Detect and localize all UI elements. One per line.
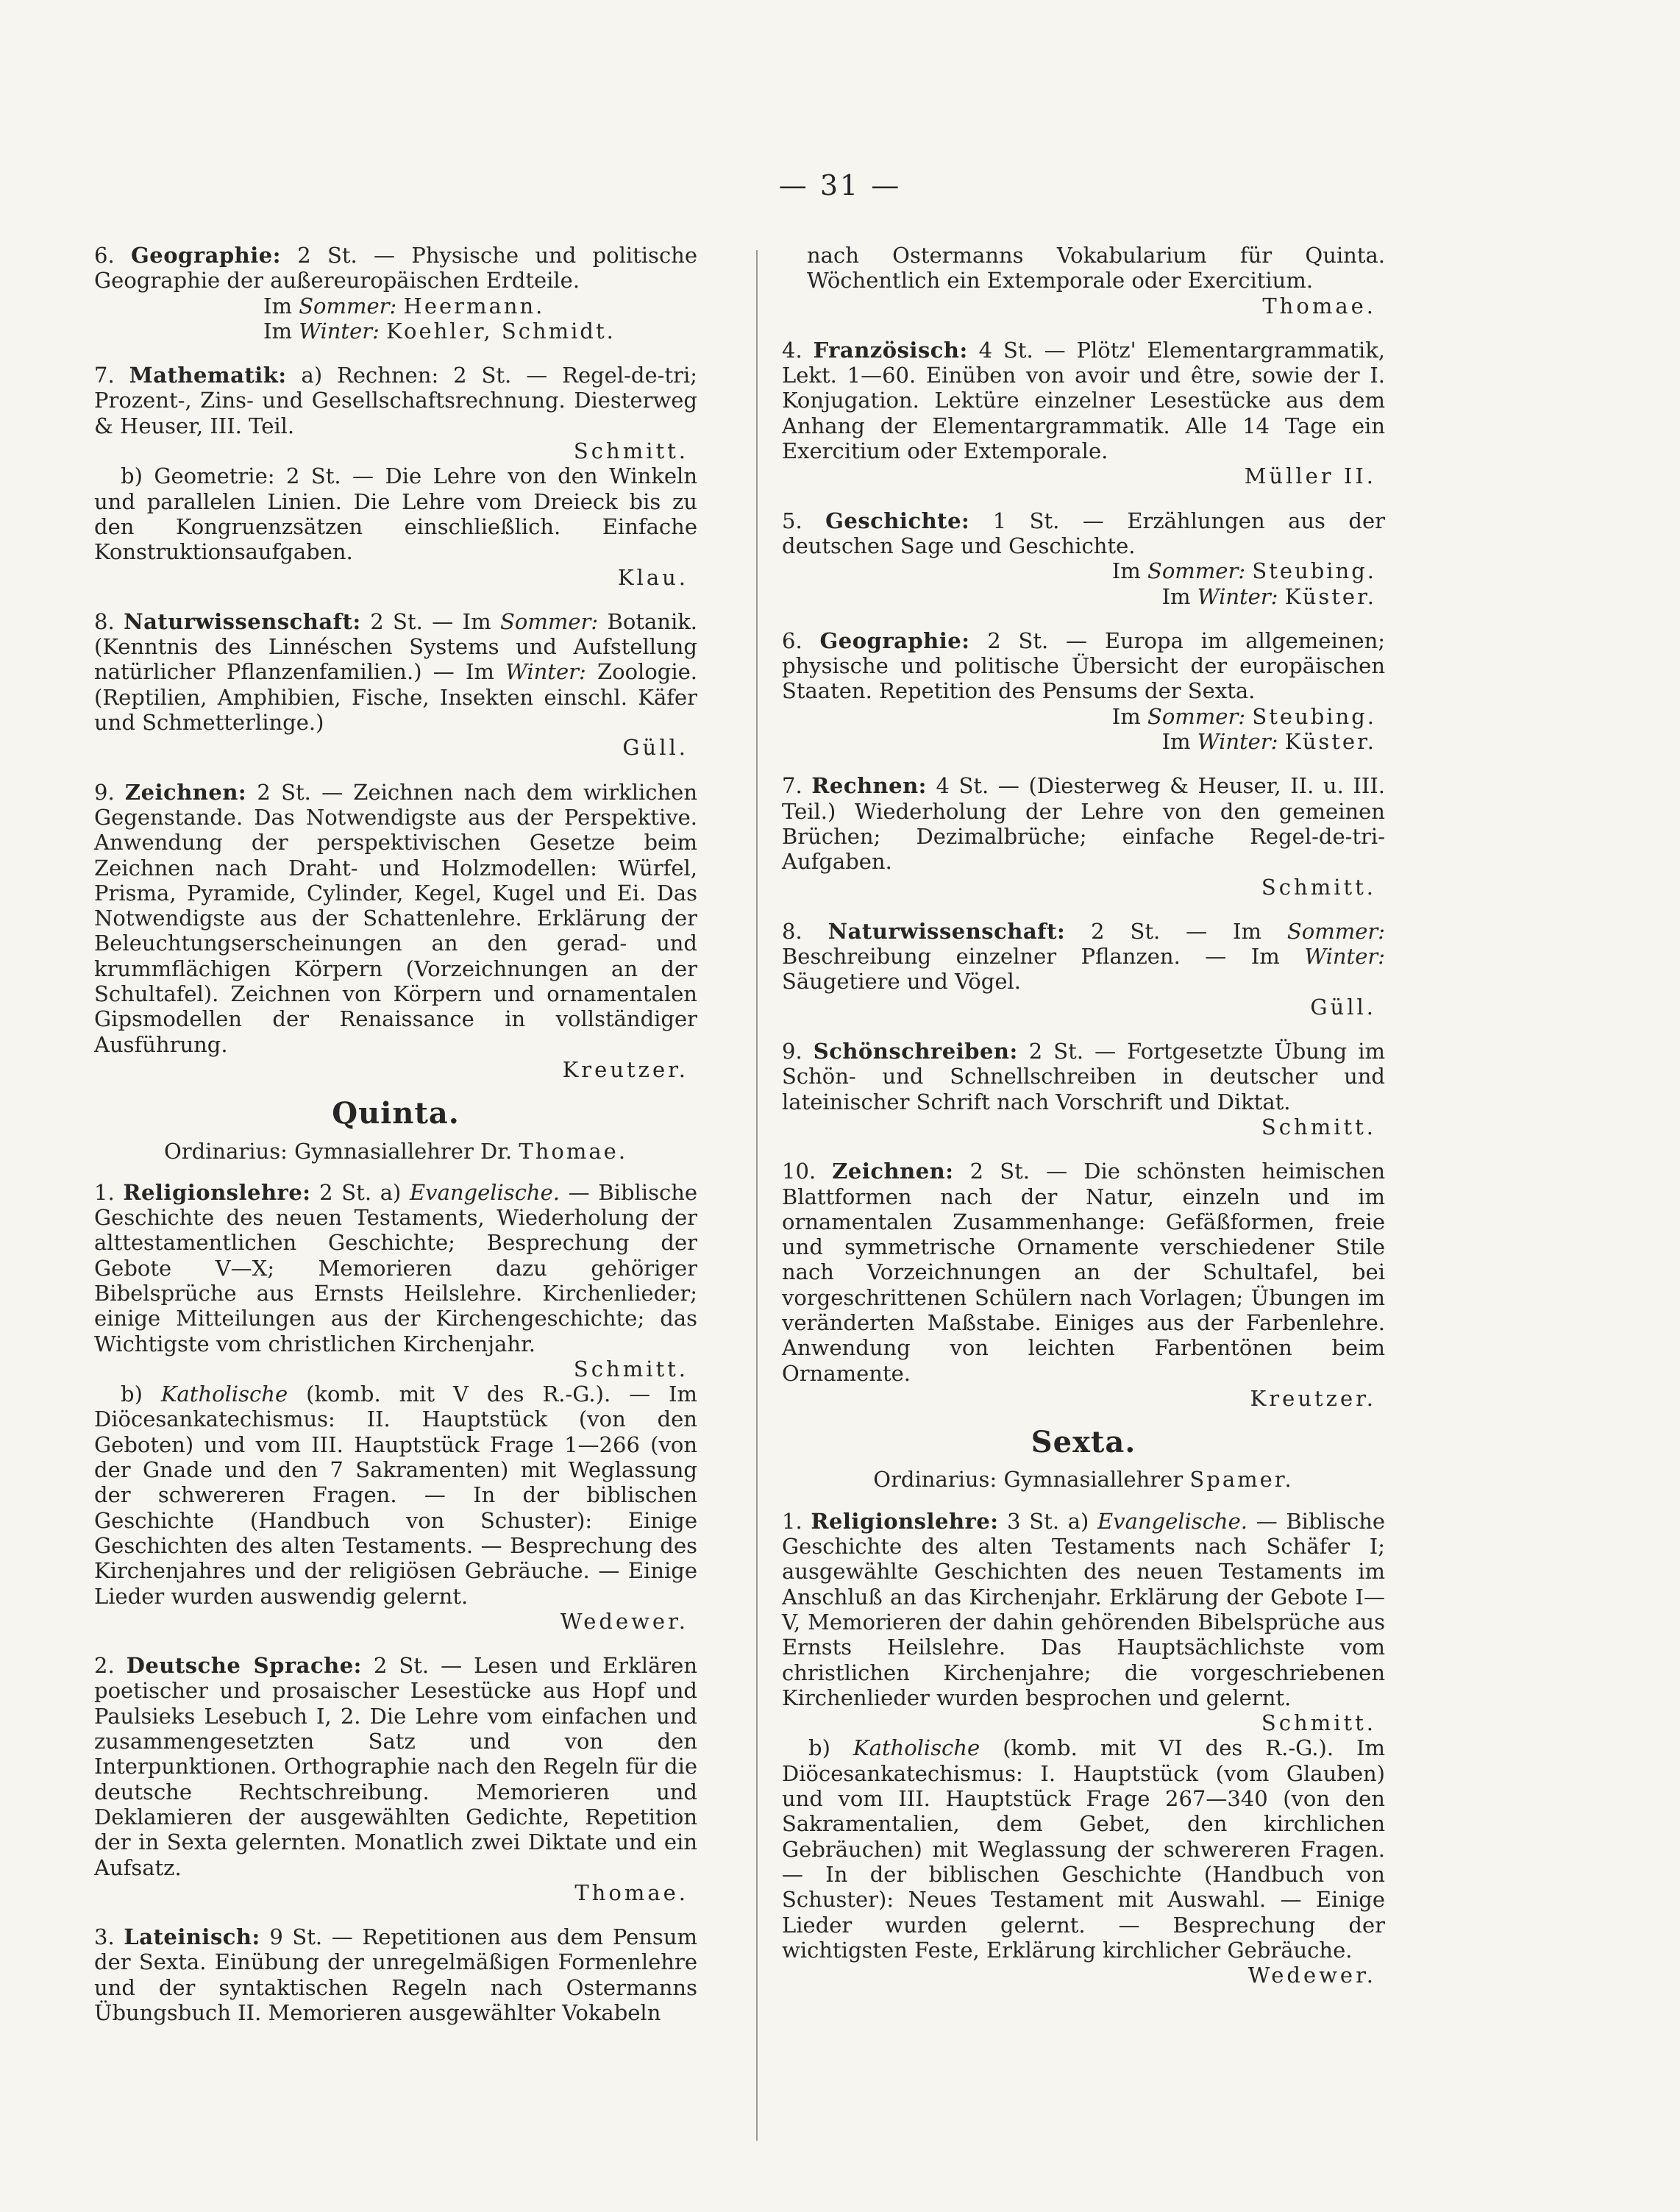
entry-number: 1. [782,1508,802,1534]
page-number: — 31 — [778,169,902,202]
section-title-sexta: Sexta. [1031,1425,1136,1460]
subject-heading: Religionslehre: [811,1508,999,1534]
teacher-signature: Kreutzer. [562,1056,688,1082]
entry-text: a) Rechnen: 2 St. — Regel-de-tri; Prozent-, Zins- und Gesellschaftsrechnung. Diesterweg & Heuser, III. Teil. [94,363,697,438]
subject-heading: Naturwissenschaft: [124,608,361,634]
entry-number: 10. [782,1159,816,1184]
teacher-signature: Güll. [1310,994,1376,1020]
subject-heading: Geographie: [819,627,970,653]
subject-heading: Rechnen: [811,773,927,799]
entry-subtext: b) Katholische (komb. mit VI des R.-G.). Im Diöcesankatechismus: I. Hauptstück (vom Glauben) und vom III. Hauptstück Frage 267—340 (von den Sakramentalien, dem Gebet, den kirchlichen Gebräuchen) mit Weglassung der schwereren Fragen. — In der biblischen Geschichte (Handbuch von Schuster): Neues Testament mit Auswahl. — Einige Lieder wurden gelernt. — Besprechung der wichtigsten Feste, Erklärung kirchlicher Gebräuche. [782,1735,1386,1963]
teacher-line-summer: Im Sommer: Steubing. [1111,703,1376,729]
entry-number: 7. [782,773,802,799]
teacher-line-winter: Im Winter: Küster. [1161,583,1376,609]
ordinarius-line: Ordinarius: Gymnasiallehrer Dr. Thomae. [163,1138,628,1164]
entry-number: 8. [782,918,802,944]
right-column [782,243,1385,2007]
subject-heading: Französisch: [813,337,968,363]
teacher-signature: Thomae. [1262,293,1376,319]
teacher-line-winter: Im Winter: Koehler, Schmidt. [263,318,616,344]
teacher-signature: Klau. [617,564,688,590]
teacher-line-winter: Im Winter: Küster. [1161,729,1376,755]
subject-heading: Deutsche Sprache: [126,1653,362,1679]
entry-geographie-quinta [782,628,1385,754]
entry-number: 8. [94,608,115,634]
entry-number: 6. [94,243,115,268]
entry-text: 1 St. — Erzählungen aus der deutschen Sage und Geschichte. [782,508,1385,558]
entry-franzoesisch [782,338,1385,489]
entry-zeichnen-quarta [94,780,697,1083]
entry-text: nach Ostermanns Vokabularium für Quinta. Wöchentlich ein Extemporale oder Exercitium. [807,243,1385,294]
entry-rechnen [782,773,1385,899]
entry-subtext: b) Geometrie: 2 St. — Die Lehre von den Winkeln und parallelen Linien. Die Lehre vom Dreieck bis zu den Kongruenzsätzen einschließlich. Einfache Konstruktionsaufgaben. [94,463,697,565]
entry-geschichte [782,508,1385,609]
teacher-signature: Schmitt. [1261,874,1376,900]
entry-number: 9. [94,779,115,805]
entry-mathematik [94,363,697,590]
subject-heading: Geographie: [130,243,281,268]
teacher-signature: Schmitt. [1261,1114,1376,1139]
entry-geographie-quarta [94,243,697,344]
entry-number: 2. [94,1653,115,1679]
entry-deutsch-quinta [94,1653,697,1905]
section-title-quinta: Quinta. [332,1096,460,1131]
entry-text: 2 St. — Europa im allgemeinen; physische und politische Übersicht der europäischen Staaten. Repetition des Pensums der Sexta. [782,627,1386,704]
entry-text: 2 St. — Physische und politische Geographie der außereuropäischen Erdteile. [94,243,698,294]
entry-number: 7. [94,363,115,388]
subject-heading: Zeichnen: [124,779,247,805]
teacher-signature: Güll. [622,735,688,761]
subject-heading: Geschichte: [825,508,970,533]
entry-religion-sexta: 1. Religionslehre: 3 St. a) Evangelische. — Biblische Geschichte des alten Testaments nach Schäfer I; ausgewählte Geschichten des neuen Testaments im Anschluß an das Kirchenjahr. Erklärung der Gebote I—V, Memorieren der dahin gehörenden Bibelsprüche aus Ernsts Heilslehre. Das Hauptsächlichste vom christlichen Kirchenjahre; die vorgeschriebenen Kirchenlieder wurden besprochen und gelernt. Schmitt. b) Katholische (komb. mit VI des R.-G.). Im Diöcesankatechismus: I. Hauptstück (vom Glauben) und vom III. Hauptstück Frage 267—340 (von den Sakramentalien, dem Gebet, den kirchlichen Gebräuchen) mit Weglassung der schwereren Fragen. — In der biblischen Geschichte (Handbuch von Schuster): Neues Testament mit Auswahl. — Einige Lieder wurden gelernt. — Besprechung der wichtigsten Feste, Erklärung kirchlicher Gebräuche. Wedewer. [782,1508,1386,1988]
teacher-signature: Wedewer. [560,1608,688,1634]
entry-number: 5. [782,508,802,533]
ordinarius-line: Ordinarius: Gymnasiallehrer Spamer. [873,1467,1294,1493]
entry-naturwissenschaft-quinta: 8. Naturwissenschaft: 2 St. — Im Sommer: Beschreibung einzelner Pflanzen. — Im Winter: Säugetiere und Vögel. Güll. [782,918,1386,1020]
subject-heading: Lateinisch: [124,1924,260,1950]
left-column [94,243,697,2044]
entry-text: 2 St. — Die schönsten heimischen Blattformen nach der Natur, einzeln und im ornamentalen Zusammenhange: Gefäßformen, freie und symmetrische Ornamente verschiedener Stile nach Vorzeichnungen an der Schultafel, bei vorgeschrittenen Schülern nach Vorlagen; Übungen im veränderten Maßstabe. Einiges aus der Farbenlehre. Anwendung von leichten Farbentönen beim Ornamente. [782,1159,1386,1386]
entry-religion-quinta: 1. Religionslehre: 2 St. a) Evangelische. — Biblische Geschichte des neuen Testaments, Wiederholung der alttestamentlichen Geschichte; Besprechung der Gebote V—X; Memorieren dazu gehöriger Bibelsprüche aus Ernsts Heilslehre. Kirchenlieder; einige Mitteilungen aus der Kirchengeschichte; das Wichtigste vom christlichen Kirchenjahr. Schmitt. b) Katholische (komb. mit V des R.-G.). — Im Diöcesankatechismus: II. Hauptstück (von den Geboten) und vom III. Hauptstück Frage 1—266 (von der Gnade und den 7 Sakramenten) mit Weglassung der schwereren Fragen. — In der biblischen Geschichte (Handbuch von Schuster): Einige Geschichten des alten Testaments. — Besprechung des Kirchenjahres und der religiösen Gebräuche. — Einige Lieder wurden auswendig gelernt. Wedewer. [94,1179,698,1634]
entry-zeichnen-quinta [782,1159,1385,1411]
entry-text: 2 St. — Zeichnen nach dem wirklichen Gegenstande. Das Notwendigste aus der Perspektive. Anwendung der perspektivischen Gesetze beim Zeichnen nach Draht- und Holzmodellen: Würfel, Prisma, Pyramide, Cylinder, Kegel, Kugel und Ei. Das Notwendigste aus der Schattenlehre. Erklärung der Beleuchtungserscheinungen an den gerad- und krummflächigen Körpern (Vorzeichnungen an der Schultafel). Zeichnen von Körpern und ornamentalen Gipsmodellen der Renaissance in vollständiger Ausführung. [94,779,698,1057]
entry-subtext: b) Katholische (komb. mit V des R.-G.). — Im Diöcesankatechismus: II. Hauptstück (von den Geboten) und vom III. Hauptstück Frage 1—266 (von der Gnade und den 7 Sakramenten) mit Weglassung der schwereren Fragen. — In der biblischen Geschichte (Handbuch von Schuster): Einige Geschichten des alten Testaments. — Besprechung des Kirchenjahres und der religiösen Gebräuche. — Einige Lieder wurden auswendig gelernt. [94,1381,698,1609]
entry-latein-quinta [94,1924,697,2025]
entry-schoenschreiben [782,1039,1385,1139]
teacher-signature: Wedewer. [1247,1963,1376,1988]
teacher-signature: Schmitt. [573,1356,688,1381]
subject-heading: Mathematik: [129,363,287,388]
entry-number: 9. [782,1039,802,1064]
entry-number: 3. [94,1924,115,1950]
subject-heading: Religionslehre: [123,1179,311,1205]
entry-text: 4 St. — (Diesterweg & Heuser, II. u. III. Teil.) Wiederholung der Lehre von den gemeinen Brüchen; Dezimalbrüche; einfache Regel-de-tri-Aufgaben. [782,773,1385,875]
teacher-signature: Thomae. [574,1880,688,1905]
entry-naturwissenschaft-quarta: 8. Naturwissenschaft: 2 St. — Im Sommer: Botanik. (Kenntnis des Linnéschen Systems und Aufstellung natürlicher Pflanzenfamilien.) — Im Winter: Zoologie. (Reptilien, Amphibien, Fische, Insekten einschl. Käfer und Schmetterlinge.) Güll. [94,608,698,761]
entry-text: 9 St. — Repetitionen aus dem Pensum der Sexta. Einübung der unregelmäßigen Formenlehre und der syntaktischen Regeln nach Ostermanns Übungsbuch II. Memorieren ausgewählter Vokabeln [94,1924,697,2025]
subject-heading: Schönschreiben: [813,1039,1018,1064]
teacher-signature: Kreutzer. [1250,1385,1376,1411]
entry-number: 6. [782,627,802,653]
entry-text: 4 St. — Plötz' Elementargrammatik, Lekt. 1—60. Einüben von avoir und être, sowie der I. Konjugation. Lektüre einzelner Lesestücke aus dem Anhang der Elementargrammatik. Alle 14 Tage ein Exercitium oder Extemporale. [782,337,1385,464]
teacher-line-summer: Im Sommer: Steubing. [1111,558,1376,584]
teacher-line-summer: Im Sommer: Heermann. [263,293,545,319]
entry-latein-continued [782,243,1385,319]
subject-heading: Naturwissenschaft: [827,918,1066,944]
teacher-signature: Müller II. [1244,463,1376,489]
teacher-signature: Schmitt. [1261,1710,1376,1736]
entry-number: 1. [94,1179,115,1205]
entry-text: 2 St. — Lesen und Erklären poetischer und prosaischer Lesestücke aus Hopf und Paulsieks Lesebuch I, 2. Die Lehre vom einfachen und zusammengesetzten Satz und von den Interpunktionen. Orthographie nach den Regeln für die deutsche Rechtschreibung. Memorieren und Deklamieren der ausgewählten Gedichte, Repetition der in Sexta gelernten. Monatlich zwei Diktate und ein Aufsatz. [94,1653,698,1880]
teacher-signature: Schmitt. [573,438,688,464]
subject-heading: Zeichnen: [832,1159,954,1184]
entry-text: 2 St. — Fortgesetzte Übung im Schön- und Schnellschreiben in deutscher und lateinischer Schrift nach Vorschrift und Diktat. [782,1039,1386,1114]
entry-number: 4. [782,337,802,363]
column-divider [756,250,758,2141]
